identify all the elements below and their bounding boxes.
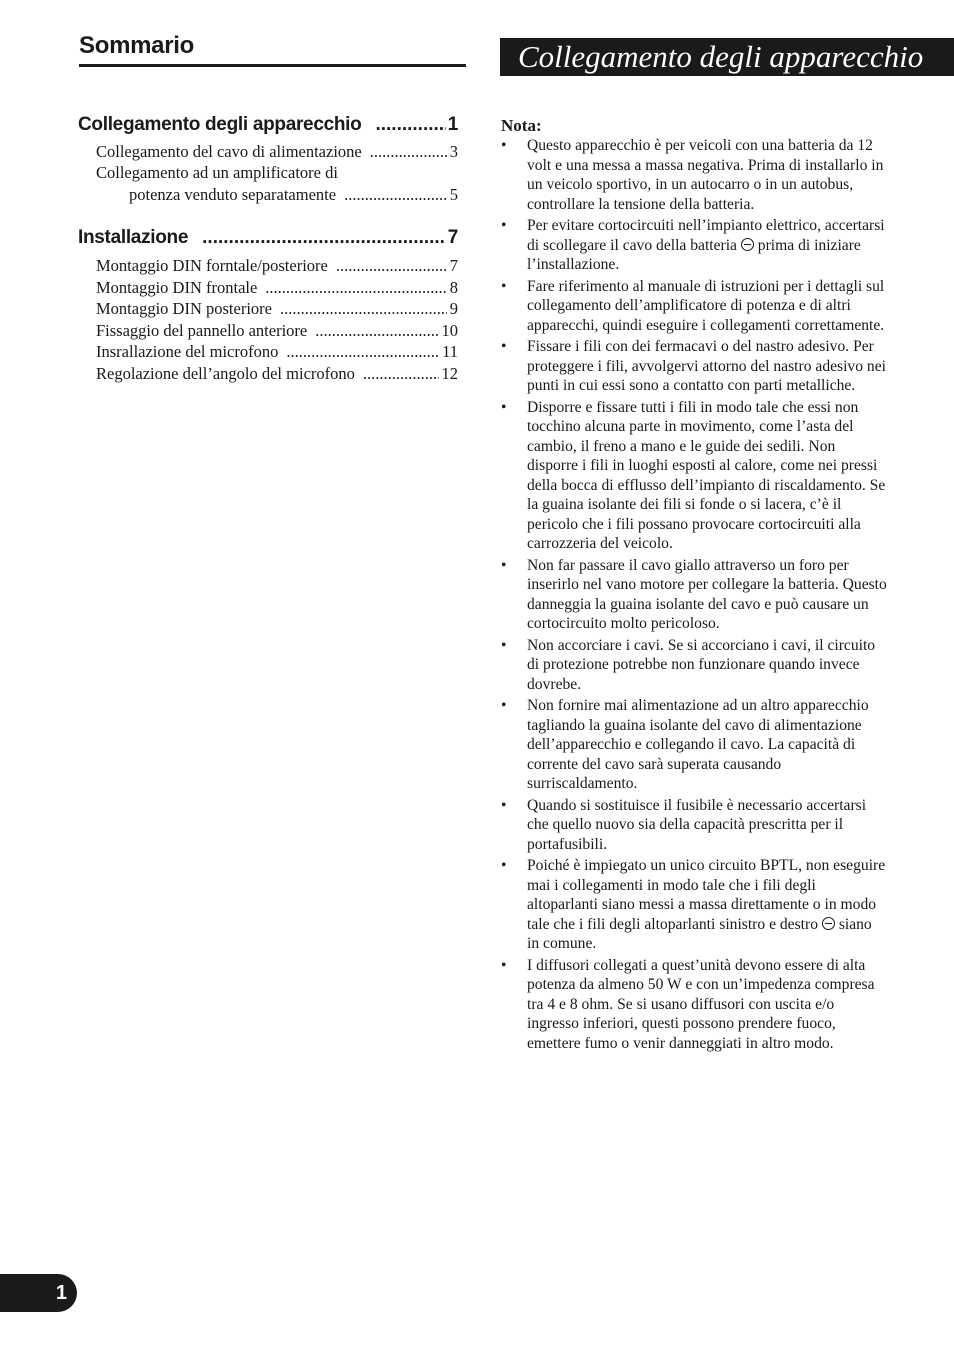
toc-section-page: 7 [447,227,458,248]
note-text: Questo apparecchio è per veicoli con una batteria da 12 volt e una messa a massa negativa. Prima di installarlo in un veicolo sportivo, in un autocarro o in un autobus, controllare la tensione della batteria. [527,137,884,213]
note-heading: Nota: [501,116,542,135]
toc-entry[interactable] [96,341,458,362]
note-text: I diffusori collegati a quest’unità devono essere di alta potenza da almeno 50 W e con un’impedenza compresa tra 4 e 8 ohm. Se si usano diffusori con uscita e/o ingresso inferiori, questi possono prendere fuoco, emettere fumo o venir danneggiati in altro modo. [527,956,875,1052]
toc-section-page: 1 [447,114,458,135]
toc-leader [336,255,447,276]
note-text: Fare riferimento al manuale di istruzioni per i dettagli sul collegamento dell’amplificatore di potenza e di altri apparecchi, quindi eseguire i collegamenti correttamente. [527,277,885,334]
bullet: • [501,636,507,654]
toc-entry[interactable] [96,277,458,298]
bullet: • [501,556,507,574]
battery-negative-icon [822,917,835,930]
note-text: Disporre e fissare tutti i fili in modo tale che essi non tocchino alcuna parte in movimento, come l’asta del cambio, il freno a mano e le guide dei sedili. Non disporre i fili in luoghi esposti al calore, come nei pressi della bocca di efflusso dell’impianto di riscaldamento. Se la guaina isolante dei fili si fonde o si lacera, c’è il pericolo che i fili possano provocare cortocircuiti alla carrozzeria del veicolo. [527,398,886,552]
page-number-tab [0,1274,77,1312]
bullet: • [501,398,507,416]
note-item [501,216,887,275]
toc-entry-text: Fissaggio del pannello anteriore [96,321,308,340]
note-text: Fissare i fili con dei fermacavi o del nastro adesivo. Per proteggere i fili, avvolgervi attorno del nastro adesivo nei punti in cui essi sono a contatto con parti metalliche. [527,338,886,394]
toc-entry-page: 3 [449,142,458,161]
bullet: • [501,697,507,714]
note-item [501,277,887,336]
bullet: • [501,338,507,355]
bullet: • [501,956,507,974]
toc-entry-page: 11 [442,342,458,361]
note-item [501,696,887,794]
bullet: • [501,277,507,295]
battery-negative-icon [741,238,754,251]
toc-entry-page: 8 [449,278,458,297]
toc-leader [344,184,447,205]
toc-entry[interactable] [129,184,458,205]
toc-entry[interactable] [96,320,458,341]
toc-section-title: Collegamento degli apparecchio [78,114,362,135]
toc-leader [286,341,439,362]
toc-leader [265,277,446,298]
bullet: • [501,217,507,234]
toc-leader [375,113,445,137]
note-item [501,556,887,634]
note-text: prima di iniziare l’installazione. [527,236,861,273]
toc-entry-text: Montaggio DIN posteriore [96,299,272,318]
toc-entry[interactable] [96,141,458,162]
notes-list [501,136,887,1055]
toc-entry-text: potenza venduto separatamente [129,185,337,204]
toc-entry-page: 10 [441,321,458,340]
toc-entry-text: Regolazione dell’angolo del microfono [96,364,355,383]
note-text: Non far passare il cavo giallo attraverso un foro per inserirlo nel vano motore per collegare la batteria. Questo danneggia la guaina isolante del cavo e può causare un cortocircuito molto pericoloso. [527,556,887,632]
toc-entry-page: 9 [449,299,458,318]
toc-entry-page: 7 [449,256,458,275]
toc-entry-text: Collegamento del cavo di alimentazione [96,142,362,161]
toc-section-title: Installazione [78,227,189,248]
note-item [501,398,887,554]
toc-leader [363,363,439,384]
toc-leader [315,320,438,341]
note-text: Poiché è impiegato un unico circuito BPTL, non eseguire mai i collegamenti in modo tale che i fili degli altoparlanti siano messi a massa direttamente o in modo tale che i fili degli altoparlanti sinistro e destro [527,857,886,933]
toc-leader [370,141,447,162]
toc-entry-text: Montaggio DIN frontale [96,278,258,297]
note-item [501,796,887,855]
note-text: Per evitare cortocircuiti nell’impianto elettrico, accertarsi di scollegare il cavo della batteria [527,217,885,254]
toc-entry-text[interactable]: Collegamento ad un amplificatore di [96,163,338,182]
bullet: • [501,796,507,814]
toc-entry[interactable] [96,363,458,384]
toc-leader [280,298,447,319]
note-text: Non fornire mai alimentazione ad un altro apparecchio tagliando la guaina isolante del cavo di alimentazione dell’apparecchio e collegando il cavo. La capacità di corrente del cavo sarà superata causando surriscaldamento. [527,697,869,792]
toc-entry-text: Montaggio DIN forntale/posteriore [96,256,328,275]
note-item [501,856,887,954]
toc-entry[interactable] [96,255,458,276]
note-text: Quando si sostituisce il fusibile è necessario accertarsi che quello nuovo sia della capacità prescritta per il portafusibili. [527,796,867,853]
toc-section-connection[interactable] [78,113,458,137]
toc-section-installation[interactable] [78,226,458,250]
bullet: • [501,137,507,154]
chapter-title: Collegamento degli apparecchio [500,38,954,76]
note-text: Non accorciare i cavi. Se si accorciano i cavi, il circuito di protezione potrebbe non funzionare quando invece dovrebe. [527,636,876,693]
toc-entry-page: 5 [449,185,458,204]
note-item [501,956,887,1054]
page-number: 1 [55,1282,67,1304]
note-item [501,636,887,695]
bullet: • [501,857,507,874]
toc-entry-page: 12 [441,364,458,383]
toc-entry[interactable] [96,298,458,319]
note-item [501,337,887,396]
note-text: siano in comune. [527,915,872,952]
toc-title: Sommario [79,30,466,67]
toc-leader [202,226,446,250]
toc-entry-text: Insrallazione del microfono [96,342,279,361]
note-item [501,136,887,214]
